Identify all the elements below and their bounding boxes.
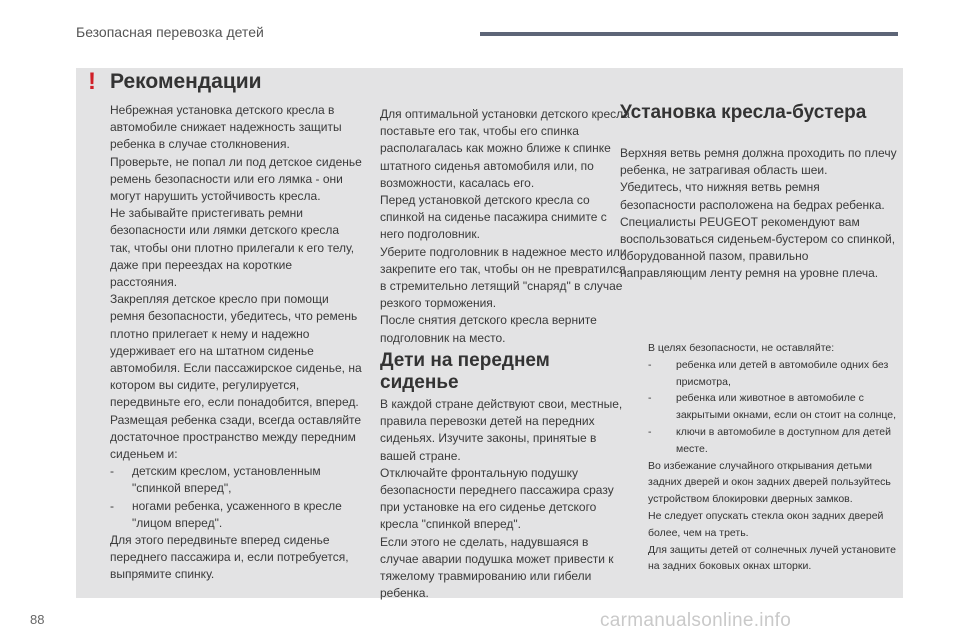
watermark: carmanualsonline.info: [600, 610, 792, 631]
booster-text: [620, 145, 898, 283]
front-seat-title: Дети на переднем сиденье: [380, 350, 550, 393]
paragraph: В каждой стране действуют свои, местные, правила перевозки детей на передних сиденьях. Изучите законы, принятые в вашей стране.: [380, 397, 623, 463]
paragraph: Верхняя ветвь ремня должна проходить по плечу ребенка, не затрагивая область шеи.: [620, 146, 897, 178]
safety-note: [648, 340, 900, 575]
list-item-text: детским креслом, установленным "спинкой вперед",: [132, 464, 321, 496]
paragraph: Для этого передвиньте вперед сиденье переднего пассажира и, если потребуется, выпрямите спинку.: [110, 533, 349, 582]
warning-icon: !: [88, 68, 96, 95]
page-number: 88: [30, 612, 45, 627]
paragraph: Специалисты PEUGEOT рекомендуют вам воспользоваться сиденьем-бустером со спинкой, оборудованной пазом, правильно направляющим ленту ремня на уровне плеча.: [620, 214, 896, 281]
paragraph: После снятия детского кресла верните подголовник на место.: [380, 313, 597, 345]
list-item: [648, 357, 900, 391]
paragraph: Размещая ребенка сзади, всегда оставляйте достаточное пространство между передним сиденьем и:: [110, 412, 362, 462]
dash-marker: -: [648, 392, 652, 405]
list-item-text: ногами ребенка, усаженного в кресле "лицом вперед".: [132, 498, 342, 530]
list-item-text: ключи в автомобиле в доступном для детей месте.: [676, 425, 891, 455]
dash-marker: -: [110, 464, 114, 479]
dash-marker: -: [648, 358, 652, 371]
paragraph: Уберите подголовник в надежное место или закрепите его так, чтобы он не превратился в стремительно летящий "снаряд" в случае резкого торможения.: [380, 244, 627, 311]
recommendations-title: Рекомендации: [110, 70, 262, 93]
booster-title: Установка кресла-бустера: [620, 102, 867, 123]
list-item-text: ребенка или детей в автомобиле одних без присмотра,: [676, 358, 889, 388]
recommendations-column-2: [380, 106, 630, 347]
paragraph: Перед установкой детского кресла со спинкой на сиденье пасажира снимите с него подголовник.: [380, 193, 607, 242]
paragraph: Проверьте, не попал ли под детское сиденье ремень безопасности или его лямка - они могут нарушить устойчивость кресла.: [110, 154, 362, 204]
paragraph: Закрепляя детское кресло при помощи ремня безопасности, убедитесь, что ремень плотно прилегает к нему и надежно удерживает его на штатном сиденье автомобиля. Если пассажирское сиденье, на котором вы сидите, регулируется, передвиньте его, если понадобится, вперед.: [110, 292, 362, 410]
paragraph: Если этого не сделать, надувшаяся в случае аварии подушка может привести к тяжелому травмированию или гибели ребенка.: [380, 534, 614, 601]
front-seat-text: [380, 396, 630, 602]
page-header-title: Безопасная перевозка детей: [76, 24, 264, 40]
paragraph: Не следует опускать стекла окон задних дверей более, чем на треть.: [648, 509, 884, 539]
list-item: [110, 463, 362, 497]
list-item-text: ребенка или животное в автомобиле с закрытыми окнами, если он стоит на солнце,: [676, 392, 897, 422]
recommendations-column-1: [110, 102, 362, 584]
list-item: [648, 424, 900, 458]
list-item: [110, 498, 362, 532]
dash-marker: -: [110, 498, 114, 513]
safety-note-intro: В целях безопасности, не оставляйте:: [648, 342, 835, 354]
paragraph: Убедитесь, что нижняя ветвь ремня безопасности расположена на бедрах ребенка.: [620, 180, 885, 212]
paragraph: Для оптимальной установки детского кресла поставьте его так, чтобы его спинка располагалась как можно ближе к спинке штатного сиденья автомобиля или, по возможности, касалась его.: [380, 107, 630, 190]
paragraph: Во избежание случайного открывания детьми задних дверей и окон задних дверей пользуйтесь устройством блокировки дверных замков.: [648, 459, 891, 506]
paragraph: Для защиты детей от солнечных лучей установите на задних боковых окнах шторки.: [648, 543, 896, 573]
paragraph: Отключайте фронтальную подушку безопасности переднего пассажира сразу при установке на его сиденье детского кресла "спинкой вперед".: [380, 465, 614, 532]
paragraph: Не забывайте пристегивать ремни безопасности или лямки детского кресла так, чтобы они плотно прилегали к его телу, даже при переездах на короткие расстояния.: [110, 206, 355, 290]
header-rule: [480, 32, 898, 36]
list-item: [648, 390, 900, 424]
paragraph: Небрежная установка детского кресла в автомобиле снижает надежность защиты ребенка в случае столкновения.: [110, 103, 342, 152]
dash-marker: -: [648, 425, 652, 438]
